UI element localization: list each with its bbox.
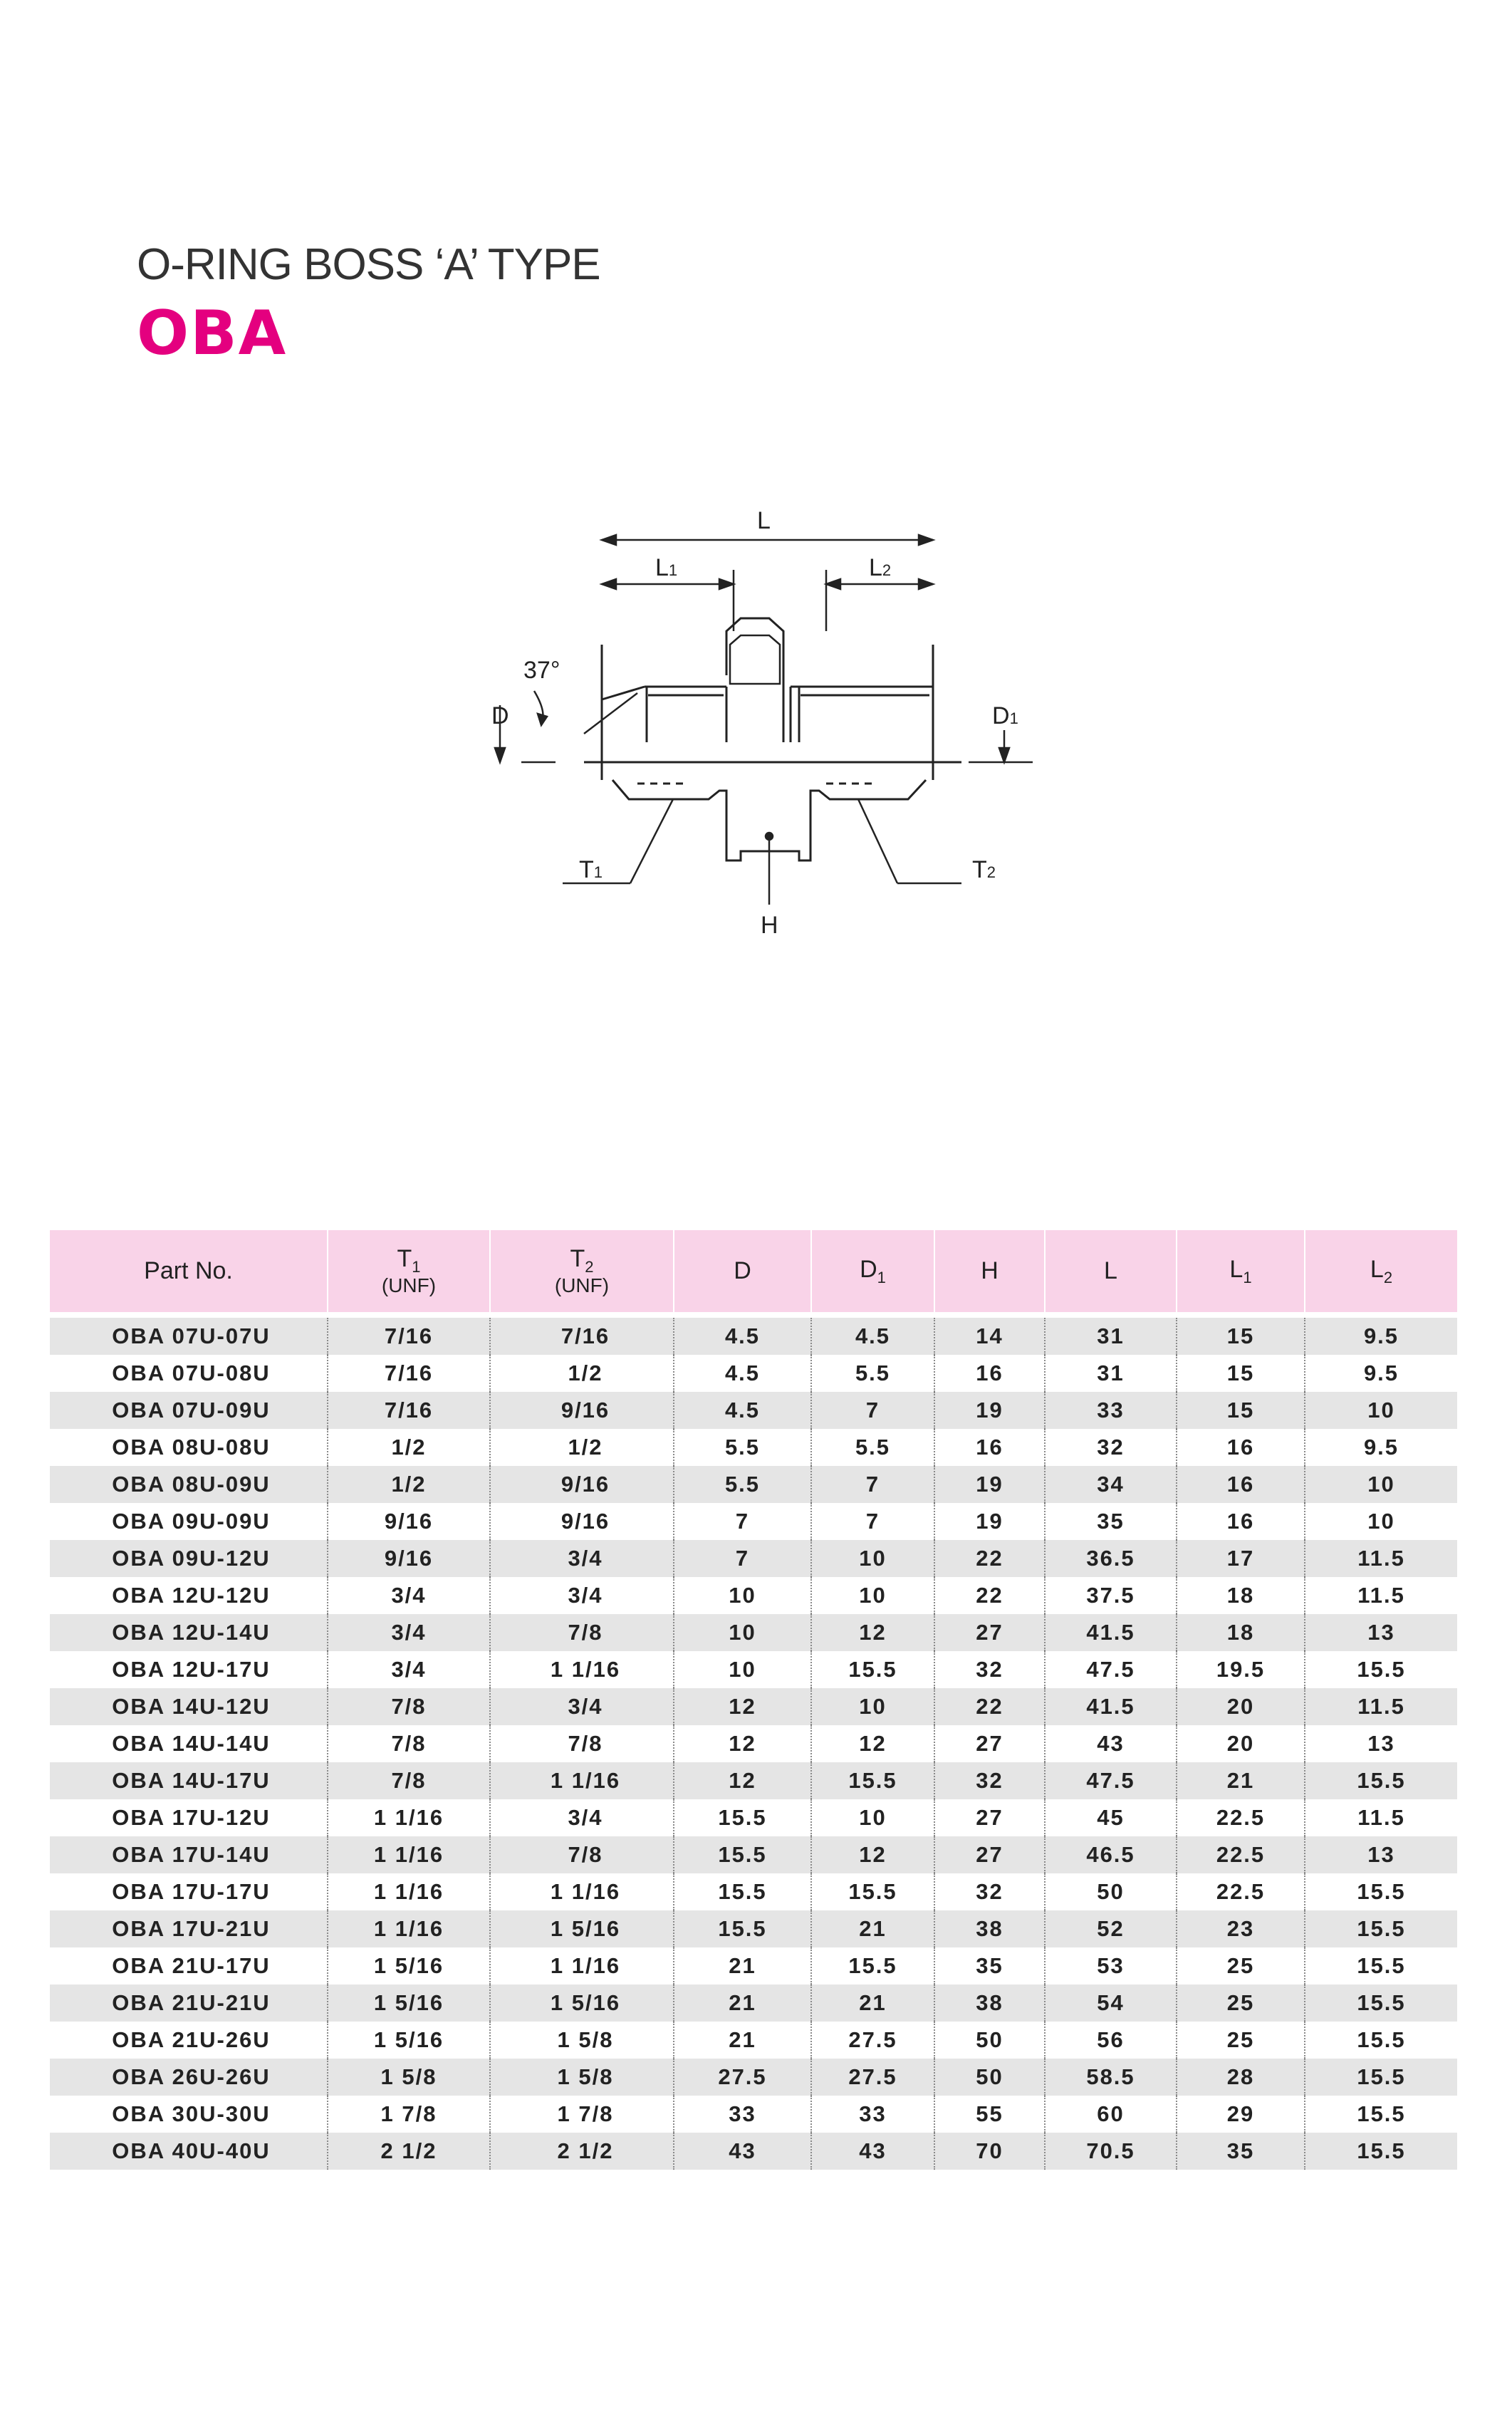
cell-t1: 9/16 xyxy=(328,1503,490,1540)
header-gap xyxy=(50,1312,1457,1318)
cell-d1: 21 xyxy=(811,1910,934,1947)
diagram-label-h: H xyxy=(761,912,778,939)
cell-l1: 18 xyxy=(1177,1577,1305,1614)
cell-d1: 7 xyxy=(811,1466,934,1503)
table-row xyxy=(50,1651,1457,1688)
cell-part-no: OBA 17U-17U xyxy=(50,1873,328,1910)
cell-t1: 1 1/16 xyxy=(328,1836,490,1873)
cell-l1: 23 xyxy=(1177,1910,1305,1947)
cell-l: 54 xyxy=(1045,1985,1177,2022)
cell-t1: 1 5/16 xyxy=(328,2022,490,2059)
cell-t1: 1 5/8 xyxy=(328,2059,490,2096)
cell-t1: 3/4 xyxy=(328,1577,490,1614)
cell-l2: 15.5 xyxy=(1305,2133,1457,2170)
cell-l1: 16 xyxy=(1177,1503,1305,1540)
cell-part-no: OBA 14U-14U xyxy=(50,1725,328,1762)
cell-t2: 1 1/16 xyxy=(490,1873,674,1910)
cell-h: 14 xyxy=(934,1318,1045,1355)
table-row xyxy=(50,2022,1457,2059)
dimension-lines xyxy=(495,535,1033,905)
product-title: OBA xyxy=(137,298,288,369)
cell-d: 10 xyxy=(674,1651,811,1688)
cell-h: 22 xyxy=(934,1540,1045,1577)
cell-d: 12 xyxy=(674,1725,811,1762)
cell-part-no: OBA 40U-40U xyxy=(50,2133,328,2170)
cell-t1: 1 7/8 xyxy=(328,2096,490,2133)
cell-l1: 15 xyxy=(1177,1318,1305,1355)
cell-l: 47.5 xyxy=(1045,1762,1177,1799)
cell-h: 55 xyxy=(934,2096,1045,2133)
cell-l1: 29 xyxy=(1177,2096,1305,2133)
cell-l2: 15.5 xyxy=(1305,1910,1457,1947)
cell-t1: 3/4 xyxy=(328,1614,490,1651)
cell-t2: 1 7/8 xyxy=(490,2096,674,2133)
cell-l1: 16 xyxy=(1177,1466,1305,1503)
cell-d: 7 xyxy=(674,1540,811,1577)
cell-d1: 10 xyxy=(811,1577,934,1614)
cell-l: 31 xyxy=(1045,1318,1177,1355)
cell-t2: 7/8 xyxy=(490,1725,674,1762)
cell-l: 41.5 xyxy=(1045,1688,1177,1725)
diagram-label-t1: T1 xyxy=(579,856,603,883)
cell-l: 32 xyxy=(1045,1429,1177,1466)
cell-h: 32 xyxy=(934,1873,1045,1910)
table-row xyxy=(50,1429,1457,1466)
table-row xyxy=(50,1836,1457,1873)
cell-d: 21 xyxy=(674,1985,811,2022)
cell-d1: 12 xyxy=(811,1836,934,1873)
cell-l2: 9.5 xyxy=(1305,1318,1457,1355)
cell-part-no: OBA 12U-12U xyxy=(50,1577,328,1614)
cell-part-no: OBA 30U-30U xyxy=(50,2096,328,2133)
cell-l2: 10 xyxy=(1305,1466,1457,1503)
diagram-label-l1: L1 xyxy=(655,554,678,581)
cell-d1: 43 xyxy=(811,2133,934,2170)
header-l: L xyxy=(1045,1230,1177,1312)
cell-t2: 9/16 xyxy=(490,1503,674,1540)
header-d: D xyxy=(674,1230,811,1312)
cell-l2: 11.5 xyxy=(1305,1540,1457,1577)
cell-t1: 7/8 xyxy=(328,1762,490,1799)
diagram-label-l: L xyxy=(757,507,771,534)
cell-d: 27.5 xyxy=(674,2059,811,2096)
cell-l2: 10 xyxy=(1305,1392,1457,1429)
cell-l2: 15.5 xyxy=(1305,2059,1457,2096)
cell-l1: 22.5 xyxy=(1177,1873,1305,1910)
cell-l2: 9.5 xyxy=(1305,1355,1457,1392)
cell-t2: 1/2 xyxy=(490,1429,674,1466)
cell-l: 37.5 xyxy=(1045,1577,1177,1614)
diagram-label-t2: T2 xyxy=(972,856,996,883)
cell-t2: 1 5/8 xyxy=(490,2022,674,2059)
cell-d: 7 xyxy=(674,1503,811,1540)
cell-l1: 16 xyxy=(1177,1429,1305,1466)
cell-l1: 15 xyxy=(1177,1355,1305,1392)
cell-l1: 25 xyxy=(1177,1985,1305,2022)
cell-l1: 17 xyxy=(1177,1540,1305,1577)
table-row xyxy=(50,1947,1457,1985)
cell-part-no: OBA 21U-21U xyxy=(50,1985,328,2022)
cell-h: 27 xyxy=(934,1725,1045,1762)
cell-h: 16 xyxy=(934,1429,1045,1466)
table-row xyxy=(50,1910,1457,1947)
header-d1: $D_1$ xyxy=(811,1230,934,1312)
cell-d1: 10 xyxy=(811,1540,934,1577)
cell-l2: 11.5 xyxy=(1305,1799,1457,1836)
cell-d: 10 xyxy=(674,1577,811,1614)
cell-h: 38 xyxy=(934,1910,1045,1947)
cell-l2: 10 xyxy=(1305,1503,1457,1540)
cell-d: 15.5 xyxy=(674,1836,811,1873)
cell-l1: 15 xyxy=(1177,1392,1305,1429)
cell-l1: 25 xyxy=(1177,1947,1305,1985)
cell-h: 27 xyxy=(934,1799,1045,1836)
cell-l2: 11.5 xyxy=(1305,1688,1457,1725)
cell-part-no: OBA 17U-12U xyxy=(50,1799,328,1836)
cell-l2: 15.5 xyxy=(1305,1947,1457,1985)
cell-l: 31 xyxy=(1045,1355,1177,1392)
cell-t2: 7/8 xyxy=(490,1614,674,1651)
cell-d1: 12 xyxy=(811,1725,934,1762)
cell-l2: 13 xyxy=(1305,1614,1457,1651)
diagram-label-d1: D1 xyxy=(992,702,1018,729)
header-h: H xyxy=(934,1230,1045,1312)
table-row xyxy=(50,1688,1457,1725)
cell-l: 45 xyxy=(1045,1799,1177,1836)
header-l2: $L_2$ xyxy=(1305,1230,1457,1312)
cell-t1: 1/2 xyxy=(328,1429,490,1466)
cell-d: 15.5 xyxy=(674,1873,811,1910)
table-row xyxy=(50,2096,1457,2133)
cell-d1: 27.5 xyxy=(811,2059,934,2096)
cell-l: 36.5 xyxy=(1045,1540,1177,1577)
cell-d: 12 xyxy=(674,1688,811,1725)
cell-l: 58.5 xyxy=(1045,2059,1177,2096)
table-row xyxy=(50,1355,1457,1392)
cell-t2: 3/4 xyxy=(490,1688,674,1725)
cell-part-no: OBA 08U-08U xyxy=(50,1429,328,1466)
table-row xyxy=(50,1725,1457,1762)
cell-t2: 1/2 xyxy=(490,1355,674,1392)
cell-l2: 15.5 xyxy=(1305,1762,1457,1799)
cell-d1: 10 xyxy=(811,1799,934,1836)
cell-d1: 15.5 xyxy=(811,1651,934,1688)
cell-t2: 2 1/2 xyxy=(490,2133,674,2170)
cell-d: 43 xyxy=(674,2133,811,2170)
cell-d1: 5.5 xyxy=(811,1355,934,1392)
cell-d1: 7 xyxy=(811,1392,934,1429)
cell-l: 70.5 xyxy=(1045,2133,1177,2170)
table-row xyxy=(50,1873,1457,1910)
cell-h: 38 xyxy=(934,1985,1045,2022)
cell-h: 70 xyxy=(934,2133,1045,2170)
table-row xyxy=(50,1985,1457,2022)
table-row xyxy=(50,1762,1457,1799)
cell-d1: 21 xyxy=(811,1985,934,2022)
table-row xyxy=(50,1540,1457,1577)
cell-t1: 3/4 xyxy=(328,1651,490,1688)
cell-d1: 4.5 xyxy=(811,1318,934,1355)
cell-d1: 15.5 xyxy=(811,1873,934,1910)
cell-t1: 2 1/2 xyxy=(328,2133,490,2170)
cell-t1: 1 5/16 xyxy=(328,1985,490,2022)
cell-l2: 15.5 xyxy=(1305,2096,1457,2133)
cell-d1: 10 xyxy=(811,1688,934,1725)
cell-h: 32 xyxy=(934,1762,1045,1799)
cell-t2: 7/8 xyxy=(490,1836,674,1873)
cell-d: 12 xyxy=(674,1762,811,1799)
cell-d: 5.5 xyxy=(674,1466,811,1503)
cell-l1: 22.5 xyxy=(1177,1836,1305,1873)
cell-h: 19 xyxy=(934,1466,1045,1503)
cell-part-no: OBA 09U-12U xyxy=(50,1540,328,1577)
cell-h: 35 xyxy=(934,1947,1045,1985)
cell-l1: 20 xyxy=(1177,1688,1305,1725)
cell-l: 33 xyxy=(1045,1392,1177,1429)
cell-l: 46.5 xyxy=(1045,1836,1177,1873)
diagram-label-l2: L2 xyxy=(869,554,892,581)
cell-d: 5.5 xyxy=(674,1429,811,1466)
cell-h: 19 xyxy=(934,1392,1045,1429)
spec-table xyxy=(50,1230,1457,2170)
table-row xyxy=(50,1466,1457,1503)
table-row xyxy=(50,1577,1457,1614)
cell-d: 10 xyxy=(674,1614,811,1651)
cell-part-no: OBA 26U-26U xyxy=(50,2059,328,2096)
cell-part-no: OBA 07U-09U xyxy=(50,1392,328,1429)
cell-t1: 1 1/16 xyxy=(328,1799,490,1836)
fitting-diagram xyxy=(470,491,1040,947)
cell-t1: 7/16 xyxy=(328,1355,490,1392)
cell-part-no: OBA 09U-09U xyxy=(50,1503,328,1540)
table-row xyxy=(50,1799,1457,1836)
cell-d1: 7 xyxy=(811,1503,934,1540)
cell-l2: 11.5 xyxy=(1305,1577,1457,1614)
cell-l1: 21 xyxy=(1177,1762,1305,1799)
cell-t1: 1 1/16 xyxy=(328,1910,490,1947)
cell-t2: 9/16 xyxy=(490,1466,674,1503)
cell-t1: 9/16 xyxy=(328,1540,490,1577)
cell-t2: 1 1/16 xyxy=(490,1947,674,1985)
table-header-row xyxy=(50,1230,1457,1312)
cell-t1: 7/16 xyxy=(328,1392,490,1429)
cell-d: 4.5 xyxy=(674,1355,811,1392)
cell-h: 16 xyxy=(934,1355,1045,1392)
cell-h: 22 xyxy=(934,1688,1045,1725)
cell-part-no: OBA 14U-17U xyxy=(50,1762,328,1799)
cell-t1: 1/2 xyxy=(328,1466,490,1503)
cell-part-no: OBA 21U-26U xyxy=(50,2022,328,2059)
cell-part-no: OBA 12U-17U xyxy=(50,1651,328,1688)
header-t2: $T_2$ (UNF) xyxy=(490,1230,674,1312)
cell-t2: 1 5/16 xyxy=(490,1985,674,2022)
cell-h: 27 xyxy=(934,1836,1045,1873)
cell-l1: 20 xyxy=(1177,1725,1305,1762)
table-row xyxy=(50,1392,1457,1429)
cell-d: 15.5 xyxy=(674,1910,811,1947)
cell-d1: 15.5 xyxy=(811,1947,934,1985)
cell-t1: 7/16 xyxy=(328,1318,490,1355)
cell-h: 22 xyxy=(934,1577,1045,1614)
cell-t2: 9/16 xyxy=(490,1392,674,1429)
diagram-label-angle: 37° xyxy=(523,657,561,684)
cell-d1: 12 xyxy=(811,1614,934,1651)
table-row xyxy=(50,1503,1457,1540)
cell-part-no: OBA 08U-09U xyxy=(50,1466,328,1503)
cell-t2: 1 5/16 xyxy=(490,1910,674,1947)
cell-part-no: OBA 07U-08U xyxy=(50,1355,328,1392)
cell-d: 15.5 xyxy=(674,1799,811,1836)
cell-h: 27 xyxy=(934,1614,1045,1651)
cell-d: 21 xyxy=(674,1947,811,1985)
cell-l2: 15.5 xyxy=(1305,2022,1457,2059)
cell-l2: 13 xyxy=(1305,1725,1457,1762)
cell-d1: 33 xyxy=(811,2096,934,2133)
cell-d: 21 xyxy=(674,2022,811,2059)
spec-table-body xyxy=(50,1318,1457,2170)
cell-l: 53 xyxy=(1045,1947,1177,1985)
cell-t2: 3/4 xyxy=(490,1799,674,1836)
cell-l2: 15.5 xyxy=(1305,1985,1457,2022)
cell-part-no: OBA 14U-12U xyxy=(50,1688,328,1725)
cell-t2: 3/4 xyxy=(490,1540,674,1577)
cell-t2: 1 1/16 xyxy=(490,1762,674,1799)
cell-d1: 15.5 xyxy=(811,1762,934,1799)
cell-l2: 15.5 xyxy=(1305,1873,1457,1910)
cell-l2: 13 xyxy=(1305,1836,1457,1873)
cell-l2: 9.5 xyxy=(1305,1429,1457,1466)
table-row xyxy=(50,1318,1457,1355)
cell-l1: 19.5 xyxy=(1177,1651,1305,1688)
cell-t2: 1 5/8 xyxy=(490,2059,674,2096)
cell-d1: 5.5 xyxy=(811,1429,934,1466)
cell-t1: 7/8 xyxy=(328,1688,490,1725)
cell-l2: 15.5 xyxy=(1305,1651,1457,1688)
cell-d: 4.5 xyxy=(674,1318,811,1355)
fitting-outline xyxy=(584,618,961,860)
cell-h: 32 xyxy=(934,1651,1045,1688)
cell-d: 4.5 xyxy=(674,1392,811,1429)
cell-l: 34 xyxy=(1045,1466,1177,1503)
cell-l1: 18 xyxy=(1177,1614,1305,1651)
cell-t1: 1 1/16 xyxy=(328,1873,490,1910)
table-row xyxy=(50,2059,1457,2096)
cell-l: 43 xyxy=(1045,1725,1177,1762)
diagram-label-d: D xyxy=(491,702,509,729)
cell-l: 52 xyxy=(1045,1910,1177,1947)
table-row xyxy=(50,2133,1457,2170)
cell-part-no: OBA 07U-07U xyxy=(50,1318,328,1355)
cell-t1: 7/8 xyxy=(328,1725,490,1762)
cell-part-no: OBA 17U-14U xyxy=(50,1836,328,1873)
table-row xyxy=(50,1614,1457,1651)
cell-part-no: OBA 17U-21U xyxy=(50,1910,328,1947)
header-l1: $L_1$ xyxy=(1177,1230,1305,1312)
cell-d1: 27.5 xyxy=(811,2022,934,2059)
cell-h: 19 xyxy=(934,1503,1045,1540)
cell-l1: 35 xyxy=(1177,2133,1305,2170)
cell-l1: 22.5 xyxy=(1177,1799,1305,1836)
header-t1: $T_1$ (UNF) xyxy=(328,1230,490,1312)
cell-l: 47.5 xyxy=(1045,1651,1177,1688)
cell-h: 50 xyxy=(934,2059,1045,2096)
cell-l: 56 xyxy=(1045,2022,1177,2059)
cell-t2: 1 1/16 xyxy=(490,1651,674,1688)
cell-l: 41.5 xyxy=(1045,1614,1177,1651)
cell-l: 60 xyxy=(1045,2096,1177,2133)
cell-t1: 1 5/16 xyxy=(328,1947,490,1985)
cell-l: 50 xyxy=(1045,1873,1177,1910)
cell-part-no: OBA 12U-14U xyxy=(50,1614,328,1651)
cell-h: 50 xyxy=(934,2022,1045,2059)
cell-l1: 25 xyxy=(1177,2022,1305,2059)
cell-t2: 7/16 xyxy=(490,1318,674,1355)
cell-t2: 3/4 xyxy=(490,1577,674,1614)
cell-l: 35 xyxy=(1045,1503,1177,1540)
cell-l1: 28 xyxy=(1177,2059,1305,2096)
header-part-no: Part No. xyxy=(50,1230,328,1312)
cell-part-no: OBA 21U-17U xyxy=(50,1947,328,1985)
product-subtitle: O-RING BOSS ‘A’ TYPE xyxy=(137,240,600,289)
cell-d: 33 xyxy=(674,2096,811,2133)
